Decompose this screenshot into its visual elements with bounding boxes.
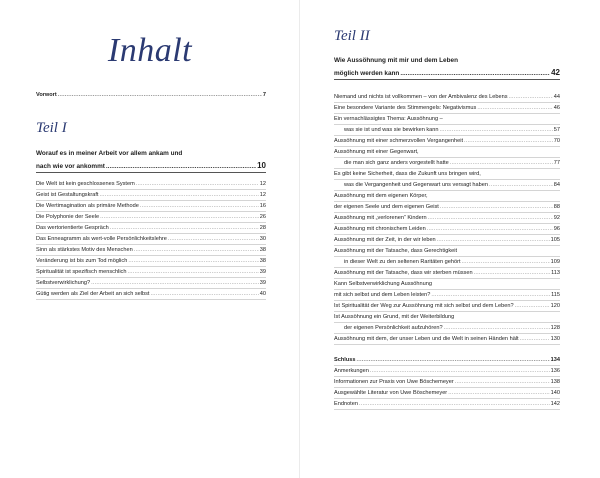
toc-entry-label: Die Wertimagination als primäre Methode <box>36 203 139 209</box>
toc-entry[interactable] <box>334 323 560 334</box>
toc-entry-label: Ein vernachlässigtes Thema: Aussöhnung – <box>334 116 443 122</box>
toc-entry[interactable] <box>36 278 266 289</box>
toc-entry-label: Niemand und nichts ist vollkommen – von der Ambivalenz des Lebens <box>334 94 508 100</box>
toc-leader-dots <box>464 136 553 146</box>
toc-leader-dots <box>515 301 550 311</box>
toc-leader-dots <box>91 278 259 288</box>
toc-entry-label: Kann Selbstverwirklichung Aussöhnung <box>334 281 432 287</box>
right-page <box>300 0 600 478</box>
toc-entry-page: 28 <box>259 225 266 231</box>
toc-entry-label: was sie ist und was sie bewirken kann <box>344 127 439 133</box>
toc-leader-dots <box>440 125 553 135</box>
toc-leader-dots <box>450 158 553 168</box>
toc-leader-dots <box>359 399 550 409</box>
toc-entry-label: Ist Spiritualität der Weg zur Aussöhnung mit sich selbst und dem Leben? <box>334 303 514 309</box>
toc-entry[interactable] <box>334 224 560 235</box>
toc-leader-dots <box>140 201 259 211</box>
chapter-title-line-2[interactable] <box>36 160 266 173</box>
toc-entry[interactable] <box>36 201 266 212</box>
toc-entry-page: 38 <box>259 247 266 253</box>
toc-leader-dots <box>489 180 553 190</box>
chapter-title-text: nach wie vor ankommt <box>36 163 105 170</box>
toc-entry[interactable] <box>334 125 560 136</box>
toc-entry-label: der eigenen Persönlichkeit aufzuhören? <box>344 325 443 331</box>
toc-entry-page: 39 <box>259 269 266 275</box>
toc-entry-label: Ausgewählte Literatur von Uwe Böschemeyer <box>334 390 448 396</box>
toc-entry-label: Die Polyphonie der Seele <box>36 214 100 220</box>
toc-entry[interactable] <box>334 114 560 125</box>
toc-entry-label: Aussöhnung mit dem eigenen Körper, <box>334 193 428 199</box>
toc-entry-page: 142 <box>550 401 560 407</box>
toc-entry[interactable] <box>334 366 560 377</box>
toc-entry-label: Spiritualität ist spezifisch menschlich <box>36 269 127 275</box>
toc-entry-page: 88 <box>553 204 560 210</box>
toc-entry-page: 134 <box>550 357 560 363</box>
toc-entry-label: Es gibt keine Sicherheit, dass die Zukunft uns bringen wird, <box>334 171 481 177</box>
left-section-entries <box>36 179 266 300</box>
toc-entry-page: 115 <box>551 292 560 298</box>
toc-entry[interactable] <box>36 190 266 201</box>
toc-entry-label: Informationen zur Praxis von Uwe Böschemeyer <box>334 379 454 385</box>
chapter-page: 42 <box>551 68 560 77</box>
toc-entry-label: mit sich selbst und dem Leben leisten? <box>334 292 431 298</box>
toc-entry-label: Aussöhnung mit einer schmerzvollen Vergangenheit <box>334 138 464 144</box>
toc-entry-label: in dieser Welt zu den seltenen Raritäten gehört <box>344 259 461 265</box>
toc-leader-dots <box>440 202 553 212</box>
toc-entry-page: 130 <box>550 336 560 342</box>
toc-entry[interactable] <box>334 290 560 301</box>
part-title-1: Teil I <box>36 120 67 136</box>
toc-entry-label: Aussöhnung mit der Tatsache, dass Gerechtigkeit <box>334 248 458 254</box>
toc-entry-page: 128 <box>550 325 560 331</box>
toc-leader-dots <box>437 235 550 245</box>
toc-entry-label: die man sich ganz anders vorgestellt hatte <box>344 160 449 166</box>
toc-entry-page: 12 <box>259 181 266 187</box>
toc-entry-page: 138 <box>550 379 560 385</box>
toc-entry-page: 39 <box>259 280 266 286</box>
toc-entry-label: Endnoten <box>334 401 358 407</box>
left-chapter-list <box>36 148 266 300</box>
chapter-title-text: möglich werden kann <box>334 70 400 77</box>
toc-entry[interactable] <box>334 355 560 366</box>
toc-entry-label: Vorwort <box>36 92 57 98</box>
toc-entry-label: Sinn als stärkstes Motiv des Menschen <box>36 247 133 253</box>
toc-leader-dots <box>356 355 549 365</box>
toc-entry-label: Eine besondere Variante des Stimmengels: Negativismus <box>334 105 477 111</box>
toc-leader-dots <box>448 388 549 398</box>
toc-entry-page: 84 <box>553 182 560 188</box>
left-toc-list <box>36 90 266 100</box>
right-chapter-list <box>334 55 560 410</box>
toc-entry[interactable] <box>334 92 560 103</box>
toc-entry-label: Aussöhnung mit dem, der unser Leben und die Welt in seinen Händen hält <box>334 336 519 342</box>
toc-entry-page: 12 <box>259 192 266 198</box>
toc-entry[interactable] <box>36 212 266 223</box>
toc-entry-page: 7 <box>262 92 266 98</box>
toc-entry-label: Aussöhnung mit chronischem Leiden <box>334 226 426 232</box>
toc-entry-page: 120 <box>550 303 560 309</box>
toc-entry[interactable] <box>334 257 560 268</box>
toc-entry[interactable] <box>334 301 560 312</box>
toc-leader-dots <box>444 323 550 333</box>
toc-entry-label: Gütig werden als Ziel der Arbeit an sich selbst <box>36 291 150 297</box>
toc-entry[interactable] <box>334 158 560 169</box>
toc-leader-dots <box>477 103 552 113</box>
right-section-entries <box>334 92 560 345</box>
toc-entry-page: 109 <box>550 259 560 265</box>
toc-entry[interactable] <box>334 268 560 279</box>
toc-leader-dots <box>110 223 259 233</box>
chapter-title-line-1[interactable] <box>36 148 266 160</box>
toc-entry-label: Geist ist Gestaltungskraft <box>36 192 99 198</box>
toc-entry-page: 30 <box>259 236 266 242</box>
toc-entry-page: 113 <box>551 270 560 276</box>
toc-entry[interactable] <box>36 256 266 267</box>
toc-entry[interactable] <box>334 235 560 246</box>
toc-entry[interactable] <box>36 234 266 245</box>
toc-leader-dots <box>168 234 259 244</box>
toc-leader-dots <box>100 212 259 222</box>
toc-entry[interactable] <box>36 289 266 300</box>
toc-leader-dots <box>370 366 550 376</box>
toc-entry-page: 40 <box>259 291 266 297</box>
toc-entry-page: 26 <box>259 214 266 220</box>
back-matter-entries <box>334 355 560 410</box>
toc-entry[interactable] <box>334 136 560 147</box>
toc-entry-page: 92 <box>553 215 560 221</box>
toc-entry-label: was die Vergangenheit und Gegenwart uns versagt haben <box>344 182 488 188</box>
toc-entry-label: Ist Aussöhnung ein Grund, mit der Weiterbildung <box>334 314 455 320</box>
toc-entry-vorwort[interactable] <box>36 90 266 100</box>
toc-entry-page: 46 <box>553 105 560 111</box>
toc-entry-label: Aussöhnung mit der Zeit, in der wir leben <box>334 237 436 243</box>
toc-entry-page: 57 <box>553 127 560 133</box>
toc-leader-dots <box>128 256 258 266</box>
toc-entry-page: 38 <box>259 258 266 264</box>
toc-entry-page: 77 <box>553 160 560 166</box>
chapter-title-line-2[interactable] <box>334 67 560 80</box>
toc-leader-dots <box>127 267 258 277</box>
toc-entry[interactable] <box>334 279 560 290</box>
toc-entry-page: 105 <box>550 237 560 243</box>
toc-leader-dots <box>100 190 259 200</box>
toc-entry-page: 136 <box>550 368 560 374</box>
toc-leader-dots <box>520 334 550 344</box>
toc-leader-dots <box>431 290 550 300</box>
toc-entry[interactable] <box>334 312 560 323</box>
chapter-page: 10 <box>257 161 266 170</box>
toc-entry-label: Das wertorientierte Gespräch <box>36 225 109 231</box>
toc-entry[interactable] <box>334 399 560 410</box>
toc-entry[interactable] <box>36 245 266 256</box>
toc-entry[interactable] <box>334 213 560 224</box>
toc-heading: Inhalt <box>107 32 193 69</box>
chapter-title-text: Worauf es in meiner Arbeit vor allem ankam und <box>36 150 183 157</box>
toc-entry-page: 44 <box>553 94 560 100</box>
toc-leader-dots <box>462 257 550 267</box>
toc-entry-page: 96 <box>553 226 560 232</box>
toc-entry[interactable] <box>334 169 560 180</box>
toc-leader-dots <box>455 377 550 387</box>
toc-entry[interactable] <box>36 179 266 190</box>
toc-entry[interactable] <box>334 103 560 114</box>
toc-leader-dots <box>150 289 258 299</box>
toc-entry[interactable] <box>334 388 560 399</box>
toc-entry-page: 70 <box>553 138 560 144</box>
toc-leader-dots <box>58 90 262 100</box>
chapter-title-line-1[interactable] <box>334 55 560 67</box>
toc-entry-label: Aussöhnung mit der Tatsache, dass wir sterben müssen <box>334 270 473 276</box>
part-title-2: Teil II <box>334 28 370 44</box>
toc-entry[interactable] <box>334 147 560 158</box>
toc-entry-label: Schluss <box>334 357 356 363</box>
toc-entry[interactable] <box>334 202 560 213</box>
toc-entry-label: Das Enneagramm als wert-volle Persönlichkeitslehre <box>36 236 167 242</box>
chapter-title-text: Wie Aussöhnung mit mir und dem Leben <box>334 57 458 64</box>
toc-entry[interactable] <box>334 246 560 257</box>
toc-leader-dots <box>400 68 550 80</box>
toc-leader-dots <box>474 268 551 278</box>
toc-entry-label: Anmerkungen <box>334 368 369 374</box>
toc-entry[interactable] <box>36 223 266 234</box>
toc-leader-dots <box>428 213 553 223</box>
toc-entry-label: der eigenen Seele und dem eigenen Geist <box>334 204 439 210</box>
toc-entry-page: 140 <box>550 390 560 396</box>
toc-entry[interactable] <box>334 191 560 202</box>
toc-entry-page: 16 <box>259 203 266 209</box>
toc-entry-label: Veränderung ist bis zum Tod möglich <box>36 258 128 264</box>
toc-entry-label: Aussöhnung mit einer Gegenwart, <box>334 149 419 155</box>
toc-entry[interactable] <box>334 377 560 388</box>
toc-entry[interactable] <box>36 267 266 278</box>
toc-leader-dots <box>106 161 256 173</box>
toc-entry-label: Selbstverwirklichung? <box>36 280 91 286</box>
toc-entry-label: Die Welt ist kein geschlossenes System <box>36 181 135 187</box>
toc-leader-dots <box>427 224 553 234</box>
toc-leader-dots <box>509 92 553 102</box>
toc-entry-label: Aussöhnung mit „verlorenen“ Kindern <box>334 215 427 221</box>
toc-leader-dots <box>136 179 259 189</box>
toc-entry[interactable] <box>334 180 560 191</box>
toc-entry[interactable] <box>334 334 560 345</box>
toc-leader-dots <box>134 245 259 255</box>
